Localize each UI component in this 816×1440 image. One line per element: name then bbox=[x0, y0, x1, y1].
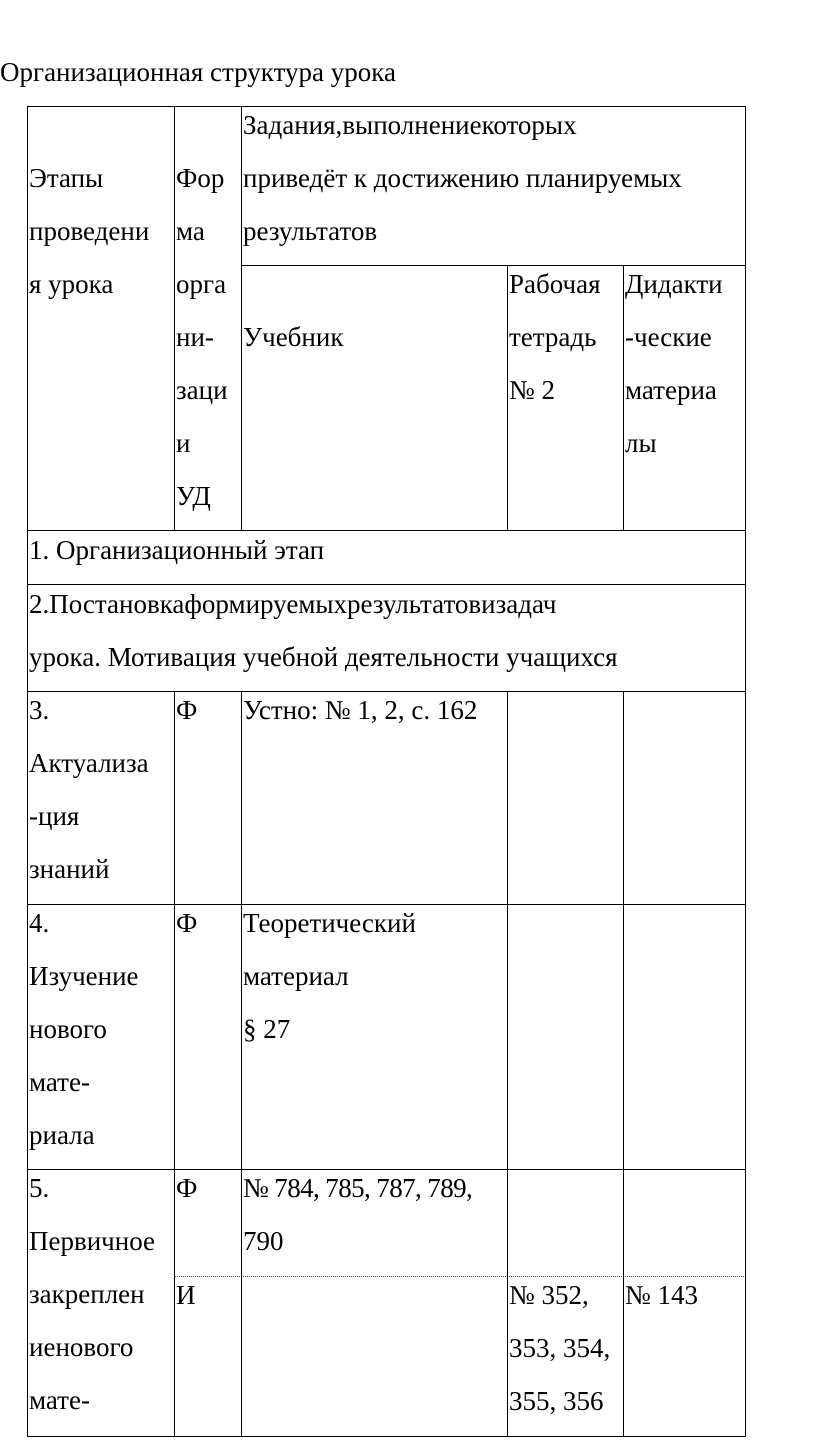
header-didactic-line: лы bbox=[625, 428, 657, 458]
column-divider bbox=[623, 265, 624, 531]
column-divider bbox=[241, 691, 242, 1437]
column-divider bbox=[241, 106, 242, 531]
stage-3-name-line: Актуализа bbox=[29, 748, 149, 778]
stage-3-textbook-value: Устно: № 1, 2, с. 162 bbox=[243, 695, 478, 725]
word: - bbox=[625, 322, 634, 352]
stage-4-textbook bbox=[243, 897, 416, 1056]
column-divider bbox=[623, 691, 624, 1437]
header-didactic-line bbox=[625, 311, 744, 364]
stage-4-textbook-line: § 27 bbox=[243, 1014, 291, 1044]
stage-4-textbook-line: материал bbox=[243, 961, 349, 991]
page-title: Организационная структура урока bbox=[0, 57, 396, 87]
header-tasks bbox=[243, 99, 743, 258]
stage-1-row bbox=[29, 524, 743, 577]
column-divider bbox=[174, 106, 175, 531]
stage-4-name-line: риала bbox=[29, 1120, 95, 1150]
header-didactic-line: материа bbox=[625, 375, 717, 405]
stage-5-name-line bbox=[29, 1321, 173, 1374]
word: ция bbox=[38, 801, 80, 831]
stage-5-didactic bbox=[625, 1269, 698, 1322]
stage-5-didactic-value: № 143 bbox=[625, 1280, 699, 1310]
header-didactic-line: Дидакти bbox=[625, 269, 723, 299]
column-divider bbox=[507, 691, 508, 1437]
stage-4-name-line: мате- bbox=[29, 1067, 90, 1097]
stage-1-label: 1. Организационный этап bbox=[29, 535, 325, 565]
stage-5-textbook-line: № 784, 785, 787, 789, bbox=[243, 1173, 473, 1203]
word: ие bbox=[29, 1332, 56, 1362]
word: Постановка bbox=[49, 589, 185, 619]
header-stages-line: Этапы bbox=[29, 163, 104, 193]
column-divider bbox=[507, 265, 508, 531]
word: выполнение bbox=[342, 110, 482, 140]
stage-3-name-line: 3. bbox=[29, 695, 50, 725]
header-form-line: ни- bbox=[176, 322, 214, 352]
stage-4-name-line: Изучение bbox=[29, 961, 139, 991]
stage-3-form-value: Ф bbox=[176, 695, 198, 725]
header-textbook-label: Учебник bbox=[243, 322, 344, 352]
table-right-border bbox=[745, 106, 746, 1437]
word: - bbox=[29, 801, 38, 831]
word: и bbox=[481, 589, 496, 619]
stage-5-form-row2 bbox=[176, 1269, 196, 1322]
stage-5-name-line: мате- bbox=[29, 1385, 90, 1415]
stage-5-form-value: Ф bbox=[176, 1173, 198, 1203]
stage-5-name-line: Первичное bbox=[29, 1226, 156, 1256]
header-tasks-line: результатов bbox=[243, 216, 378, 246]
header-workbook-line: тетрадь bbox=[509, 322, 597, 352]
header-form bbox=[176, 152, 240, 523]
stage-4-name bbox=[29, 897, 173, 1162]
word: которых bbox=[481, 110, 577, 140]
stage-3-textbook bbox=[243, 684, 477, 737]
table-bottom-border bbox=[27, 1436, 746, 1437]
header-form-line: и bbox=[176, 428, 191, 458]
stage-5-workbook-line: 355, 356 bbox=[509, 1386, 604, 1416]
word: 2. bbox=[29, 589, 50, 619]
header-form-line: орга bbox=[176, 269, 227, 299]
header-form-line: заци bbox=[176, 375, 228, 405]
stage-5-workbook-line: № 352, bbox=[509, 1280, 589, 1310]
stage-5-name-line: 5. bbox=[29, 1173, 50, 1203]
header-workbook-line: Рабочая bbox=[509, 269, 601, 299]
stage-3-name-line: знаний bbox=[29, 854, 110, 884]
stage-5-textbook bbox=[243, 1162, 506, 1268]
header-form-line: Фор bbox=[176, 163, 225, 193]
stage-5-form-value: И bbox=[176, 1280, 196, 1310]
stage-4-name-line: нового bbox=[29, 1014, 107, 1044]
header-stages-line: проведени bbox=[29, 216, 150, 246]
stage-2-line bbox=[29, 578, 744, 631]
stage-5-name-line: закреплен bbox=[29, 1279, 145, 1309]
stage-5-textbook-line: 790 bbox=[243, 1226, 284, 1256]
stage-5-workbook bbox=[509, 1269, 622, 1428]
stage-2-row bbox=[29, 578, 744, 684]
header-stages-line: я урока bbox=[29, 269, 114, 299]
table-left-border bbox=[27, 106, 28, 1437]
header-textbook bbox=[243, 311, 505, 364]
header-form-line: ма bbox=[176, 216, 205, 246]
header-stages bbox=[29, 152, 172, 311]
header-workbook-line: № 2 bbox=[509, 375, 556, 405]
header-tasks-line bbox=[243, 99, 743, 152]
header-didactic bbox=[625, 258, 744, 470]
word: задач bbox=[495, 589, 557, 619]
word: ческие bbox=[634, 322, 712, 352]
stage-4-name-line: 4. bbox=[29, 908, 50, 938]
header-tasks-line: приведёт к достижению планируемых bbox=[243, 163, 682, 193]
header-workbook bbox=[509, 258, 622, 417]
stage-3-form bbox=[176, 684, 197, 737]
word: формируемых bbox=[184, 589, 348, 619]
stage-2-line: урока. Мотивация учебной деятельности учащихся bbox=[29, 642, 618, 672]
column-divider bbox=[174, 691, 175, 1437]
word: результатов bbox=[347, 589, 482, 619]
stage-4-textbook-line: Теоретический bbox=[243, 908, 416, 938]
word: Задания, bbox=[243, 110, 343, 140]
stage-4-form bbox=[176, 897, 197, 950]
stage-3-name-line bbox=[29, 790, 173, 843]
stage-4-form-value: Ф bbox=[176, 908, 198, 938]
stage-5-workbook-line: 353, 354, bbox=[509, 1333, 611, 1363]
header-form-line: УД bbox=[176, 481, 211, 511]
stage-5-form-row1 bbox=[176, 1162, 197, 1215]
word: нового bbox=[55, 1332, 134, 1362]
stage-3-name bbox=[29, 684, 173, 896]
stage-5-name bbox=[29, 1162, 173, 1427]
